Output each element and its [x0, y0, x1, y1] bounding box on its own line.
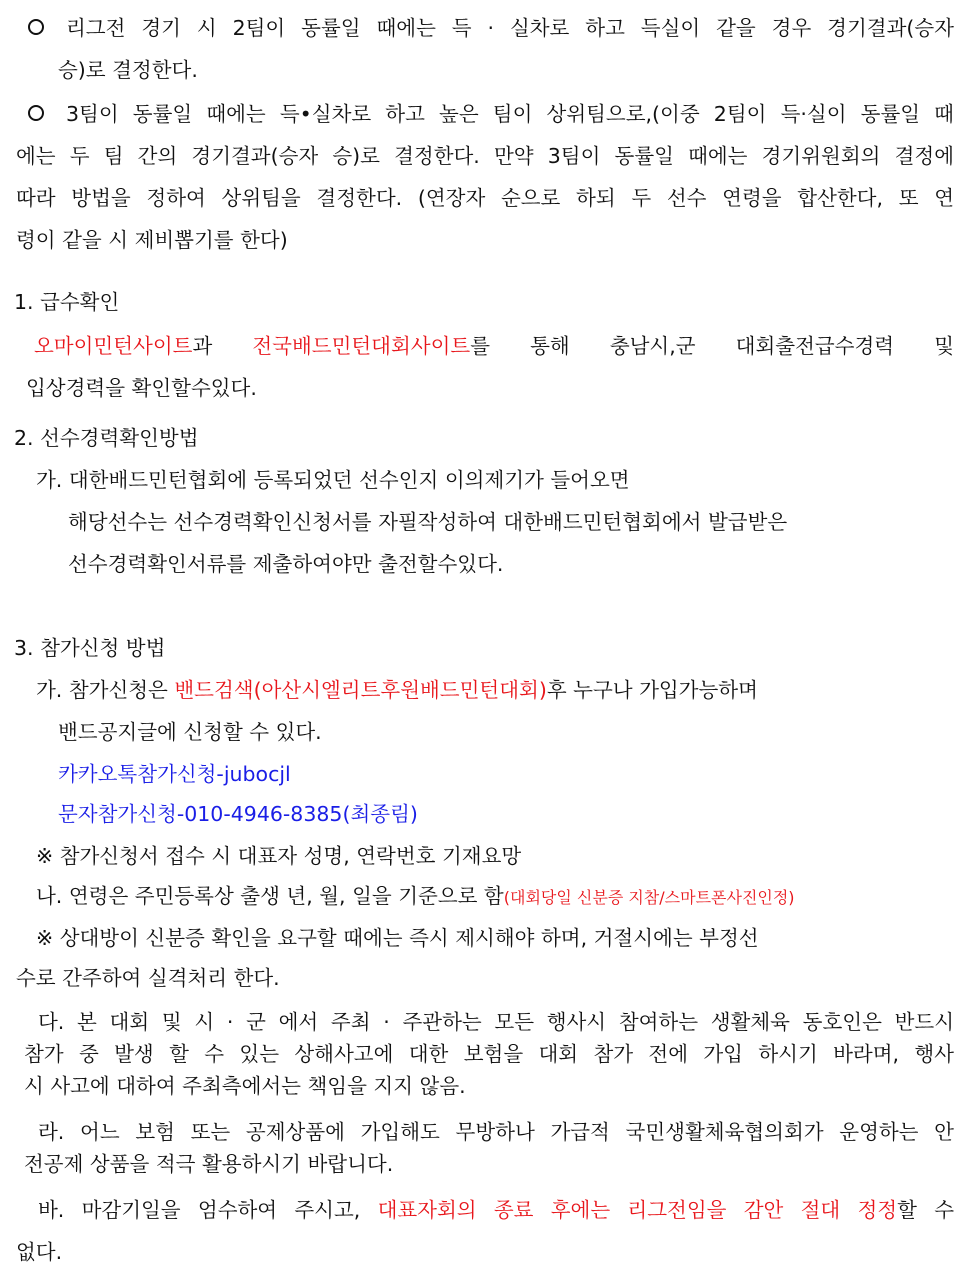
grade-check-line1: 오마이민턴사이트과 전국배드민턴대회사이트를 통해 충남시,군 대회출전급수경력 및 [34, 334, 954, 358]
deadline-ba-line2: 없다. [16, 1240, 63, 1264]
tiebreak-two-teams-line1: 리그전 경기 시 2팀이 동률일 때에는 득 · 실차로 하고 득실이 같을 경우 경기결과(승자 [28, 14, 954, 42]
apply-note-2: ※ 상대방이 신분증 확인을 요구할 때에는 즉시 제시해야 하며, 거절시에는 부정선 [36, 926, 759, 950]
band-notice-text: 밴드공지글에 신청할 수 있다. [58, 720, 322, 744]
career-check-ga: 가. 대한배드민턴협회에 등록되었던 선수인지 이의제기가 들어오면 [36, 468, 630, 492]
deadline-ba-line1: 바. 마감기일을 엄수하여 주시고, 대표자회의 종료 후에는 리그전임을 감안 절대 정정할 수 [38, 1198, 954, 1222]
tiebreak-three-teams-line4: 령이 같을 시 제비뽑기를 한다) [16, 228, 288, 252]
insurance-da-line3: 시 사고에 대하여 주최측에서는 책임을 지지 않음. [24, 1074, 466, 1098]
id-card-note: (대회당일 신분증 지참/스마트폰사진인정) [503, 888, 795, 907]
ohmyminton-site-link[interactable]: 오마이민턴사이트 [34, 334, 193, 358]
insurance-da-line1: 다. 본 대회 및 시 · 군 에서 주최 · 주관하는 모든 행사시 참여하는 생활체육 동호인은 반드시 [38, 1010, 954, 1034]
tiebreak-three-teams-line3: 따라 방법을 정하여 상위팀을 결정한다. (연장자 순으로 하되 두 선수 연령을 합산한다, 또 연 [16, 186, 954, 210]
apply-ga: 가. 참가신청은 밴드검색(아산시엘리트후원배드민턴대회)후 누구나 가입가능하며 [36, 678, 758, 702]
band-search-text: 밴드검색(아산시엘리트후원배드민턴대회) [174, 678, 547, 702]
grade-check-line2: 입상경력을 확인할수있다. [26, 376, 257, 400]
section-2-heading: 2. 선수경력확인방법 [14, 426, 199, 450]
insurance-ra-line2: 전공제 상품을 적극 활용하시기 바랍니다. [24, 1152, 394, 1176]
insurance-da-line2: 참가 중 발생 할 수 있는 상해사고에 대한 보험을 대회 참가 전에 가입 하시기 바라며, 행사 [24, 1042, 954, 1066]
national-badminton-site-link[interactable]: 전국배드민턴대회사이트 [252, 334, 471, 358]
no-correction-warning: 대표자회의 종료 후에는 리그전임을 감안 절대 정정 [377, 1198, 898, 1222]
apply-note-1: ※ 참가신청서 접수 시 대표자 성명, 연락번호 기재요망 [36, 844, 522, 868]
career-check-line3: 선수경력확인서류를 제출하여야만 출전할수있다. [68, 552, 504, 576]
tiebreak-two-teams-line2: 승)로 결정한다. [58, 58, 198, 82]
tiebreak-three-teams-line1: 3팀이 동률일 때에는 득•실차로 하고 높은 팀이 상위팀으로,(이중 2팀이 득·실이 동률일 때 [28, 100, 954, 128]
age-rule-na: 나. 연령은 주민등록상 출생 년, 월, 일을 기준으로 함(대회당일 신분증 지참/스마트폰사진인정) [36, 884, 795, 908]
sms-apply-text: 문자참가신청-010-4946-8385(최종림) [58, 802, 418, 826]
section-1-heading: 1. 급수확인 [14, 290, 120, 314]
kakao-apply-text: 카카오톡참가신청-jubocjl [58, 762, 291, 786]
circle-bullet-icon [28, 105, 44, 121]
apply-note-2b: 수로 간주하여 실격처리 한다. [16, 966, 280, 990]
circle-bullet-icon [28, 19, 44, 35]
insurance-ra-line1: 라. 어느 보험 또는 공제상품에 가입해도 무방하나 가급적 국민생활체육협의회가 운영하는 안 [38, 1120, 954, 1144]
tiebreak-three-teams-line2: 에는 두 팀 간의 경기결과(승자 승)로 결정한다. 만약 3팀이 동률일 때에는 경기위원회의 결정에 [16, 144, 954, 168]
section-3-heading: 3. 참가신청 방법 [14, 636, 166, 660]
career-check-line2: 해당선수는 선수경력확인신청서를 자필작성하여 대한배드민턴협회에서 발급받은 [68, 510, 788, 534]
